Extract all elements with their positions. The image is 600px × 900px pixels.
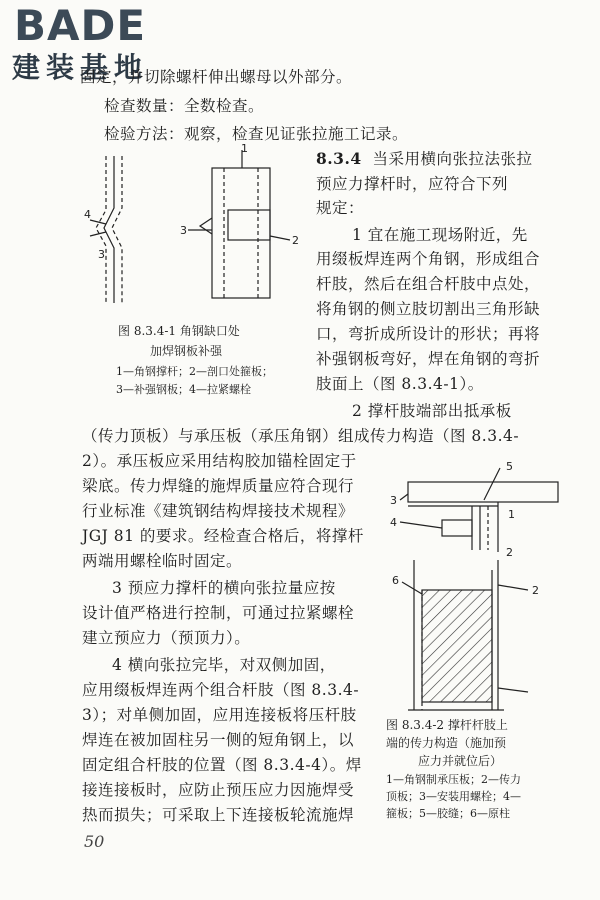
figure-1-label: 4 bbox=[84, 208, 91, 221]
figure-2-label: 5 bbox=[506, 460, 513, 473]
figure-1-drawing bbox=[84, 142, 309, 318]
text-line: 两端用螺栓临时固定。 bbox=[82, 552, 243, 570]
text-line: 4 横向张拉完毕，对双侧加固， bbox=[112, 656, 336, 674]
text-line: 建立预应力（预顶力）。 bbox=[82, 629, 251, 647]
section-heading bbox=[316, 148, 533, 170]
text-line: （传力顶板）与承压板（承压角钢）组成传力构造（图 8.3.4- bbox=[82, 427, 520, 445]
figure-2-label: 2 bbox=[532, 584, 539, 597]
text-line: 焊连在被加固柱另一侧的短角钢上，以 bbox=[82, 731, 355, 749]
logo-subtitle: 建装基地 bbox=[12, 51, 149, 84]
text-line: 梁底。传力焊缝的施焊质量应符合现行 bbox=[82, 477, 355, 495]
text-line: 补强钢板弯好，焊在角钢的弯折 bbox=[316, 350, 541, 368]
figure-2-caption: 端的传力构造（施加预 bbox=[386, 736, 507, 750]
text-line: 接连接板时，应防止预压应力因施焊受 bbox=[82, 781, 355, 799]
text-line: 2 撑杆肢端部出抵承板 bbox=[352, 402, 512, 420]
text-line: 3 预应力撑杆的横向张拉量应按 bbox=[112, 579, 336, 597]
figure-2-label: 4 bbox=[390, 516, 397, 529]
text-line: 口，弯折成所设计的形状；再将 bbox=[316, 325, 541, 343]
figure-2-drawing bbox=[388, 460, 568, 715]
logo-brand: BADE bbox=[14, 1, 147, 50]
figure-1-label: 3 bbox=[98, 248, 105, 261]
text-line: 预应力撑杆时，应符合下列 bbox=[316, 175, 509, 193]
page-number: 50 bbox=[84, 832, 105, 851]
text-line: 1 宜在施工现场附近，先 bbox=[352, 226, 528, 244]
figure-2-label: 2 bbox=[506, 546, 513, 559]
figure-1-label: 2 bbox=[292, 234, 299, 247]
figure-2-legend: 顶板；3—安装用螺栓；4— bbox=[386, 790, 521, 803]
text-line: 行业标准《建筑钢结构焊接技术规程》 bbox=[82, 502, 355, 520]
text-line: JGJ 81 的要求。经检查合格后，将撑杆 bbox=[82, 527, 364, 545]
text-line: 设计值严格进行控制，可通过拉紧螺栓 bbox=[82, 604, 355, 622]
text-line: 应用缀板焊连两个组合杆肢（图 8.3.4- bbox=[82, 681, 360, 699]
figure-1-label: 1 bbox=[241, 142, 248, 155]
text-line: 2）。承压板应采用结构胶加锚栓固定于 bbox=[82, 452, 357, 470]
text-line: 规定： bbox=[316, 199, 365, 217]
figure-2-label: 6 bbox=[392, 574, 399, 587]
figure-1-caption: 加焊钢板补强 bbox=[150, 344, 223, 358]
figure-1-label: 3 bbox=[180, 224, 187, 237]
figure-2-label: 3 bbox=[390, 494, 397, 507]
section-number: 8.3.4 bbox=[316, 149, 362, 168]
figure-1-caption: 图 8.3.4-1 角钢缺口处 bbox=[118, 324, 240, 338]
figure-1-legend: 1—角钢撑杆；2—剖口处箍板； bbox=[116, 365, 273, 378]
figure-2-caption: 应力并就位后） bbox=[418, 754, 503, 768]
section-text: 当采用横向张拉法张拉 bbox=[372, 150, 533, 168]
text-line: 肢面上（图 8.3.4-1）。 bbox=[316, 375, 484, 393]
text-line: 将角钢的侧立肢切割出三角形缺 bbox=[316, 300, 541, 318]
figure-1-legend: 3—补强钢板；4—拉紧螺栓 bbox=[116, 383, 251, 396]
text-line: 3）；对单侧加固，应用连接板将压杆肢 bbox=[82, 706, 357, 724]
text-line: 检验方法：观察，检查见证张拉施工记录。 bbox=[104, 125, 409, 143]
text-line: 固定组合杆肢的位置（图 8.3.4-4）。焊 bbox=[82, 756, 362, 774]
text-line: 热而损失；可采取上下连接板轮流施焊 bbox=[82, 806, 355, 824]
figure-2-legend: 1—角钢制承压板；2—传力 bbox=[386, 773, 521, 786]
figure-2-legend: 箍板；5—胶缝；6—原柱 bbox=[386, 807, 510, 820]
text-line: 杆肢，然后在组合杆肢中点处， bbox=[316, 275, 541, 293]
text-line: 固定，并切除螺杆伸出螺母以外部分。 bbox=[80, 68, 353, 86]
text-line: 检查数量：全数检查。 bbox=[104, 97, 265, 115]
figure-2-caption: 图 8.3.4-2 撑杆杆肢上 bbox=[386, 718, 508, 732]
text-line: 用缀板焊连两个角钢，形成组合 bbox=[316, 250, 541, 268]
figure-2-label: 1 bbox=[508, 508, 515, 521]
